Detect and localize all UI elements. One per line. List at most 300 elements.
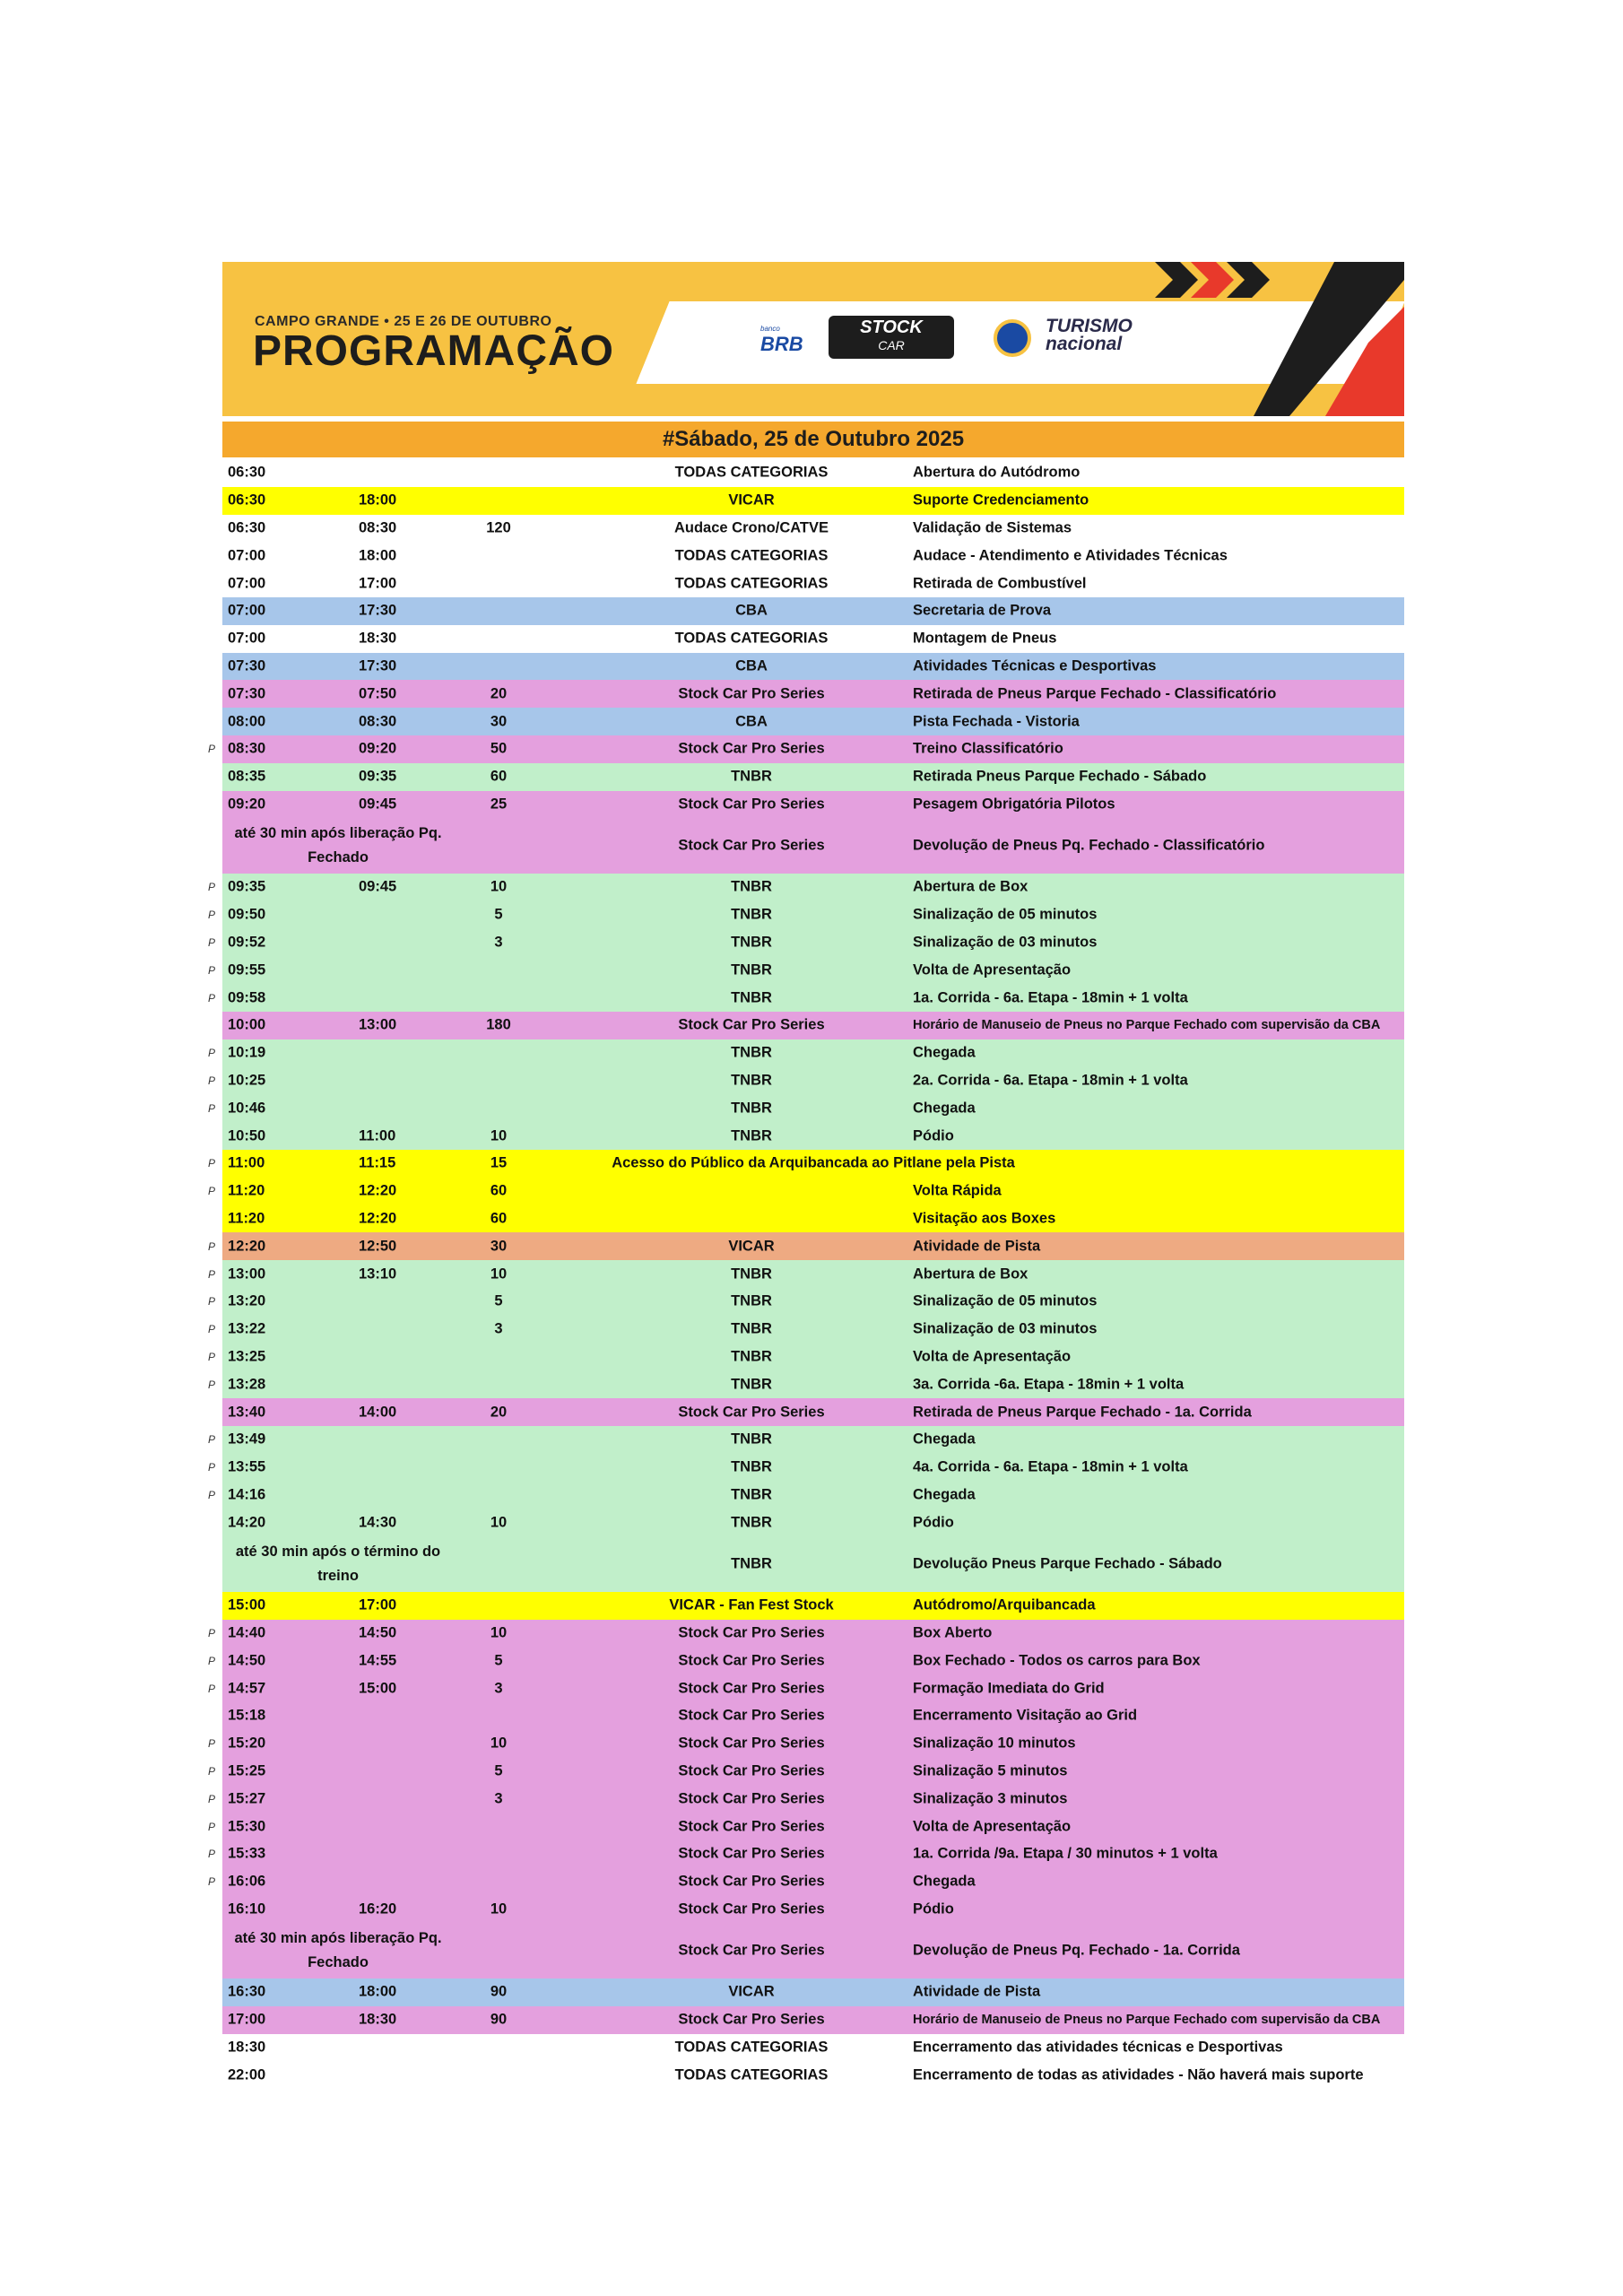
row-start-time: 14:40: [228, 1624, 266, 1641]
schedule-row: [222, 956, 1404, 984]
row-end-time: 13:10: [359, 1265, 397, 1283]
schedule-row: [222, 542, 1404, 570]
schedule-row: [222, 570, 1404, 597]
row-duration: 5: [494, 1762, 503, 1779]
row-duration: 20: [490, 1404, 508, 1421]
track-marker: P: [208, 1323, 216, 1336]
row-end-time: 11:15: [359, 1154, 396, 1171]
row-start-time: 15:33: [228, 1845, 266, 1862]
row-end-time: 09:45: [359, 796, 397, 813]
row-duration: 5: [494, 1652, 503, 1669]
row-activity: Chegada: [913, 1100, 976, 1117]
row-start-time: 06:30: [228, 519, 266, 536]
row-category: TNBR: [731, 1320, 772, 1337]
track-marker: P: [208, 1820, 216, 1833]
row-activity: Sinalização de 05 minutos: [913, 906, 1098, 923]
row-start-time: 12:20: [228, 1238, 266, 1255]
row-category: TNBR: [731, 961, 772, 978]
schedule-row: [222, 1398, 1404, 1426]
racing-stripes-icon: [1155, 262, 1404, 416]
row-category: Stock Car Pro Series: [678, 1652, 825, 1669]
row-start-time: 09:35: [228, 878, 266, 895]
row-start-time: 15:20: [228, 1735, 266, 1752]
row-start-time: 14:20: [228, 1514, 266, 1531]
row-activity: Pódio: [913, 1127, 954, 1144]
row-start-time: 13:55: [228, 1458, 266, 1475]
row-start-time: 13:00: [228, 1265, 266, 1283]
track-marker: P: [208, 936, 216, 949]
row-duration: 5: [494, 906, 503, 923]
row-activity: 1a. Corrida /9a. Etapa / 30 minutos + 1 volta: [913, 1845, 1218, 1862]
row-category: Stock Car Pro Series: [678, 740, 825, 757]
track-marker: P: [208, 1267, 216, 1281]
row-category: TNBR: [731, 1486, 772, 1503]
row-start-time: 08:35: [228, 768, 266, 785]
row-end-time: 08:30: [359, 519, 397, 536]
row-category: Stock Car Pro Series: [678, 1707, 825, 1724]
brb-logo-small: banco: [760, 325, 780, 333]
schedule-row: [222, 1454, 1404, 1482]
row-start-time: 09:58: [228, 989, 266, 1006]
row-category: Stock Car Pro Series: [678, 1790, 825, 1807]
row-start-time: 13:28: [228, 1376, 266, 1393]
row-duration: 10: [490, 1624, 508, 1641]
schedule-row: [222, 487, 1404, 515]
row-activity: Validação de Sistemas: [913, 519, 1072, 536]
row-end-time: 14:30: [359, 1514, 397, 1531]
row-activity: Montagem de Pneus: [913, 630, 1057, 647]
row-start-time: 13:49: [228, 1431, 266, 1448]
row-end-time: 11:00: [359, 1127, 396, 1144]
track-marker: P: [208, 1239, 216, 1253]
row-category: TODAS CATEGORIAS: [674, 464, 829, 481]
schedule-row: [222, 1039, 1404, 1067]
stock-car-logo-sub: CAR: [878, 338, 905, 352]
row-start-time: 15:00: [228, 1596, 266, 1613]
schedule-row: [222, 2006, 1404, 2034]
row-start-time: 13:20: [228, 1292, 266, 1309]
schedule-row: [222, 459, 1404, 487]
schedule-row: [222, 515, 1404, 543]
row-category: Audace Crono/CATVE: [673, 519, 829, 536]
row-start-time: 11:00: [228, 1154, 265, 1171]
schedule-row: [222, 2061, 1404, 2089]
row-activity: 1a. Corrida - 6a. Etapa - 18min + 1 volta: [913, 989, 1188, 1006]
row-start-time: 08:30: [228, 740, 266, 757]
track-marker: P: [208, 1295, 216, 1309]
schedule-row: [222, 901, 1404, 929]
track-marker: P: [208, 1461, 216, 1474]
row-time-note: até 30 min após o término do treino: [235, 1543, 441, 1584]
row-category: TNBR: [731, 1348, 772, 1365]
schedule-row: [222, 708, 1404, 735]
row-activity: Sinalização de 03 minutos: [913, 1320, 1098, 1337]
row-duration: 30: [490, 1238, 508, 1255]
row-start-time: 07:00: [228, 630, 266, 647]
row-end-time: 13:00: [359, 1016, 397, 1033]
row-duration: 15: [490, 1154, 508, 1171]
row-duration: 50: [490, 740, 508, 757]
schedule-row: [222, 1482, 1404, 1509]
schedule-row: [222, 1896, 1404, 1924]
row-activity: Encerramento de todas as atividades - Não haverá mais suporte: [913, 2066, 1364, 2083]
banner-title: PROGRAMAÇÃO: [253, 327, 614, 375]
track-marker: P: [208, 1351, 216, 1363]
track-marker: P: [208, 743, 216, 756]
row-activity: Sinalização 10 minutos: [913, 1735, 1076, 1752]
track-marker: P: [208, 1101, 216, 1115]
schedule-row: [222, 2034, 1404, 2062]
row-category: TNBR: [731, 906, 772, 923]
row-start-time: 18:30: [228, 2039, 266, 2056]
row-duration: 10: [490, 878, 508, 895]
row-end-time: 18:30: [359, 2011, 397, 2028]
schedule-row: [222, 1813, 1404, 1840]
row-end-time: 14:50: [359, 1624, 397, 1641]
schedule-row: [222, 1923, 1404, 1979]
row-duration: 60: [490, 1182, 508, 1199]
row-duration: 60: [490, 1210, 508, 1227]
row-activity: Volta de Apresentação: [913, 1348, 1072, 1365]
row-activity: Devolução Pneus Parque Fechado - Sábado: [913, 1555, 1222, 1572]
schedule-row: [222, 1840, 1404, 1868]
row-start-time: 07:30: [228, 657, 266, 674]
schedule-row: [222, 874, 1404, 901]
row-end-time: 18:00: [359, 491, 397, 509]
row-category: CBA: [735, 657, 768, 674]
row-activity: Visitação aos Boxes: [913, 1210, 1056, 1227]
row-activity: 2a. Corrida - 6a. Etapa - 18min + 1 volta: [913, 1072, 1188, 1089]
schedule-row: [222, 1674, 1404, 1702]
row-category: Stock Car Pro Series: [678, 1735, 825, 1752]
track-marker: P: [208, 963, 216, 977]
row-end-time: 17:30: [359, 657, 397, 674]
row-activity: Volta Rápida: [913, 1182, 1002, 1199]
track-marker: P: [208, 1433, 216, 1447]
row-activity: Pesagem Obrigatória Pilotos: [913, 796, 1115, 813]
row-duration: 10: [490, 1900, 508, 1918]
schedule-row: [222, 1426, 1404, 1454]
row-activity: Devolução de Pneus Pq. Fechado - 1a. Corrida: [913, 1942, 1240, 1959]
row-start-time: 06:30: [228, 491, 266, 509]
row-category: VICAR: [728, 1983, 775, 2000]
row-start-time: 07:00: [228, 547, 266, 564]
row-activity: Devolução de Pneus Pq. Fechado - Classificatório: [913, 837, 1265, 854]
schedule-row: [222, 680, 1404, 708]
schedule-row: [222, 1316, 1404, 1344]
row-end-time: 18:00: [359, 547, 397, 564]
track-marker: P: [208, 1875, 216, 1889]
schedule-row: [222, 1067, 1404, 1095]
row-category: TNBR: [731, 1100, 772, 1117]
row-activity: Atividade de Pista: [913, 1983, 1041, 2000]
row-category: Stock Car Pro Series: [678, 1762, 825, 1779]
track-marker: P: [208, 1185, 216, 1198]
row-start-time: 10:50: [228, 1127, 266, 1144]
row-duration: 10: [490, 1127, 508, 1144]
row-category: Stock Car Pro Series: [678, 685, 825, 702]
row-category: TNBR: [731, 768, 772, 785]
schedule-row: [222, 1205, 1404, 1233]
row-start-time: 16:30: [228, 1983, 266, 2000]
row-activity: Secretaria de Prova: [913, 602, 1052, 619]
row-end-time: 18:00: [359, 1983, 397, 2000]
row-activity: Autódromo/Arquibancada: [913, 1596, 1096, 1613]
row-activity: Audace - Atendimento e Atividades Técnicas: [913, 547, 1228, 564]
schedule-row: [222, 1730, 1404, 1758]
track-marker: P: [208, 1765, 216, 1778]
schedule-row: [222, 1232, 1404, 1260]
row-start-time: 22:00: [228, 2066, 266, 2083]
row-category: TODAS CATEGORIAS: [674, 575, 829, 592]
row-duration: 90: [490, 1983, 508, 2000]
row-duration: 3: [494, 1680, 503, 1697]
track-marker: P: [208, 1654, 216, 1667]
row-category: TNBR: [731, 878, 772, 895]
row-duration: 90: [490, 2011, 508, 2028]
schedule-row: [222, 1122, 1404, 1150]
row-category: TODAS CATEGORIAS: [674, 2066, 829, 2083]
row-activity: Treino Classificatório: [913, 740, 1063, 757]
row-activity: Chegada: [913, 1431, 976, 1448]
row-category: TODAS CATEGORIAS: [674, 547, 829, 564]
row-duration: 3: [494, 934, 503, 951]
row-activity: Horário de Manuseio de Pneus no Parque Fechado com supervisão da CBA: [913, 2013, 1381, 2028]
row-duration: 10: [490, 1735, 508, 1752]
row-end-time: 17:00: [359, 1596, 397, 1613]
schedule-row: [222, 1979, 1404, 2006]
row-activity: Retirada Pneus Parque Fechado - Sábado: [913, 768, 1207, 785]
schedule-row: [222, 1785, 1404, 1813]
schedule-row: [222, 763, 1404, 791]
row-category: Stock Car Pro Series: [678, 1873, 825, 1890]
turismo-nacional-logo: [1046, 317, 1133, 353]
row-category: TNBR: [731, 934, 772, 951]
row-start-time: 07:30: [228, 685, 266, 702]
row-start-time: 07:00: [228, 602, 266, 619]
row-category: Stock Car Pro Series: [678, 1942, 825, 1959]
row-category: Stock Car Pro Series: [678, 1016, 825, 1033]
row-category: TNBR: [731, 1458, 772, 1475]
row-duration: 20: [490, 685, 508, 702]
row-end-time: 14:55: [359, 1652, 397, 1669]
row-category: Stock Car Pro Series: [678, 2011, 825, 2028]
row-start-time: 09:52: [228, 934, 266, 951]
track-marker: P: [208, 909, 216, 922]
row-activity: Sinalização 5 minutos: [913, 1762, 1068, 1779]
row-activity: Retirada de Pneus Parque Fechado - Classificatório: [913, 685, 1277, 702]
row-activity: Retirada de Combustível: [913, 575, 1087, 592]
track-marker: P: [208, 1627, 216, 1639]
row-start-time: 15:25: [228, 1762, 266, 1779]
row-end-time: 09:20: [359, 740, 397, 757]
track-marker: P: [208, 1047, 216, 1060]
schedule-row: [222, 1536, 1404, 1592]
row-category: VICAR: [728, 491, 775, 509]
row-activity: Sinalização de 03 minutos: [913, 934, 1098, 951]
row-start-time: 09:20: [228, 796, 266, 813]
schedule-row: [222, 1702, 1404, 1730]
row-duration: 120: [486, 519, 511, 536]
row-category: TNBR: [731, 1072, 772, 1089]
row-activity: Retirada de Pneus Parque Fechado - 1a. Corrida: [913, 1404, 1252, 1421]
brb-logo-text: BRB: [760, 333, 803, 355]
stock-car-logo: [829, 316, 954, 359]
row-start-time: 15:27: [228, 1790, 266, 1807]
brb-logo: [760, 325, 803, 356]
row-activity: Pista Fechada - Vistoria: [913, 713, 1080, 730]
row-start-time: 16:10: [228, 1900, 266, 1918]
row-activity: Sinalização de 05 minutos: [913, 1292, 1098, 1309]
schedule-row: [222, 1509, 1404, 1536]
track-marker: P: [208, 881, 216, 894]
track-marker: P: [208, 991, 216, 1004]
schedule-row: [222, 1647, 1404, 1674]
schedule-row: [222, 791, 1404, 819]
row-activity: 4a. Corrida - 6a. Etapa - 18min + 1 volta: [913, 1458, 1188, 1475]
row-category: TNBR: [731, 1265, 772, 1283]
row-start-time: 10:00: [228, 1016, 266, 1033]
schedule-row: [222, 1370, 1404, 1398]
row-activity: Pódio: [913, 1514, 954, 1531]
tn-logo-line1: TURISMO: [1046, 316, 1133, 336]
row-category: TNBR: [731, 1514, 772, 1531]
row-activity: Abertura de Box: [913, 878, 1028, 895]
schedule-row: [222, 1012, 1404, 1039]
row-end-time: 15:00: [359, 1680, 397, 1697]
row-duration: 3: [494, 1790, 503, 1807]
schedule-row: [222, 653, 1404, 681]
row-start-time: 14:57: [228, 1680, 266, 1697]
track-marker: P: [208, 1074, 216, 1087]
schedule-row: [222, 929, 1404, 957]
row-category: CBA: [735, 713, 768, 730]
row-end-time: 08:30: [359, 713, 397, 730]
row-start-time: 09:55: [228, 961, 266, 978]
track-marker: P: [208, 1848, 216, 1861]
row-start-time: 11:20: [228, 1182, 265, 1199]
row-activity: Chegada: [913, 1873, 976, 1890]
row-end-time: 18:30: [359, 630, 397, 647]
row-end-time: 12:20: [359, 1210, 397, 1227]
schedule-row: [222, 1868, 1404, 1896]
row-activity: Pódio: [913, 1900, 954, 1918]
row-category: VICAR - Fan Fest Stock: [669, 1596, 834, 1613]
row-category: Stock Car Pro Series: [678, 1624, 825, 1641]
row-activity: Volta de Apresentação: [913, 961, 1072, 978]
row-activity: Encerramento Visitação ao Grid: [913, 1707, 1138, 1724]
row-activity: 3a. Corrida -6a. Etapa - 18min + 1 volta: [913, 1376, 1185, 1393]
row-start-time: 09:50: [228, 906, 266, 923]
track-marker: P: [208, 1489, 216, 1501]
row-start-time: 15:30: [228, 1818, 266, 1835]
row-end-time: 12:50: [359, 1238, 397, 1255]
row-activity: Box Fechado - Todos os carros para Box: [913, 1652, 1201, 1669]
row-category: Stock Car Pro Series: [678, 1845, 825, 1862]
schedule-row: [222, 1288, 1404, 1316]
row-end-time: 17:00: [359, 575, 397, 592]
row-category: Stock Car Pro Series: [678, 796, 825, 813]
track-marker: P: [208, 1157, 216, 1170]
row-category: Stock Car Pro Series: [678, 1680, 825, 1697]
row-start-time: 13:40: [228, 1404, 266, 1421]
row-category: Stock Car Pro Series: [678, 1900, 825, 1918]
schedule-row: [222, 984, 1404, 1012]
row-activity: Sinalização 3 minutos: [913, 1790, 1068, 1807]
track-marker: P: [208, 1792, 216, 1805]
row-end-time: 12:20: [359, 1182, 397, 1199]
tn-logo-line2: nacional: [1046, 334, 1123, 354]
row-duration: 60: [490, 768, 508, 785]
row-duration: 10: [490, 1514, 508, 1531]
schedule-row: [222, 1620, 1404, 1648]
row-duration: 5: [494, 1292, 503, 1309]
row-start-time: 10:25: [228, 1072, 266, 1089]
row-start-time: 06:30: [228, 464, 266, 481]
row-start-time: 15:18: [228, 1707, 266, 1724]
row-end-time: 17:30: [359, 602, 397, 619]
row-start-time: 17:00: [228, 2011, 266, 2028]
row-category: TNBR: [731, 1555, 772, 1572]
row-start-time: 16:06: [228, 1873, 266, 1890]
row-end-time: 09:45: [359, 878, 397, 895]
row-activity: Box Aberto: [913, 1624, 993, 1641]
row-duration: 25: [490, 796, 508, 813]
row-activity: Horário de Manuseio de Pneus no Parque Fechado com supervisão da CBA: [913, 1018, 1381, 1033]
header-banner: [222, 262, 1404, 416]
row-activity: Atividade de Pista: [913, 1238, 1041, 1255]
row-category: TNBR: [731, 1044, 772, 1061]
schedule-row: [222, 1260, 1404, 1288]
row-end-time: 07:50: [359, 685, 397, 702]
row-start-time: 11:20: [228, 1210, 265, 1227]
row-end-time: 16:20: [359, 1900, 397, 1918]
row-time-note: até 30 min após liberação Pq. Fechado: [234, 825, 442, 866]
row-start-time: 14:50: [228, 1652, 266, 1669]
row-category: TODAS CATEGORIAS: [674, 2039, 829, 2056]
row-announcement: Acesso do Público da Arquibancada ao Pitlane pela Pista: [612, 1154, 1015, 1171]
row-category: VICAR: [728, 1238, 775, 1255]
row-activity: Chegada: [913, 1044, 976, 1061]
row-activity: Volta de Apresentação: [913, 1818, 1072, 1835]
row-time-note: até 30 min após liberação Pq. Fechado: [234, 1930, 442, 1971]
row-category: TNBR: [731, 1431, 772, 1448]
track-marker: P: [208, 1378, 216, 1391]
row-activity: Encerramento das atividades técnicas e Desportivas: [913, 2039, 1283, 2056]
row-duration: 10: [490, 1265, 508, 1283]
schedule-row: [222, 1758, 1404, 1786]
row-category: TODAS CATEGORIAS: [674, 630, 829, 647]
schedule-row: [222, 735, 1404, 763]
row-category: TNBR: [731, 1127, 772, 1144]
schedule-row: [222, 1150, 1404, 1178]
row-category: TNBR: [731, 1292, 772, 1309]
row-start-time: 08:00: [228, 713, 266, 730]
row-duration: 180: [486, 1016, 511, 1033]
row-category: TNBR: [731, 1376, 772, 1393]
day-header: #Sábado, 25 de Outubro 2025: [222, 422, 1404, 457]
row-start-time: 10:46: [228, 1100, 266, 1117]
row-start-time: 10:19: [228, 1044, 266, 1061]
row-category: CBA: [735, 602, 768, 619]
schedule-row: [222, 1592, 1404, 1620]
row-category: Stock Car Pro Series: [678, 837, 825, 854]
row-start-time: 13:25: [228, 1348, 266, 1365]
banner-subtitle: CAMPO GRANDE • 25 E 26 DE OUTUBRO: [255, 314, 552, 329]
stock-car-logo-text: STOCK: [860, 317, 923, 337]
schedule-row: [222, 1344, 1404, 1371]
row-activity: Chegada: [913, 1486, 976, 1503]
